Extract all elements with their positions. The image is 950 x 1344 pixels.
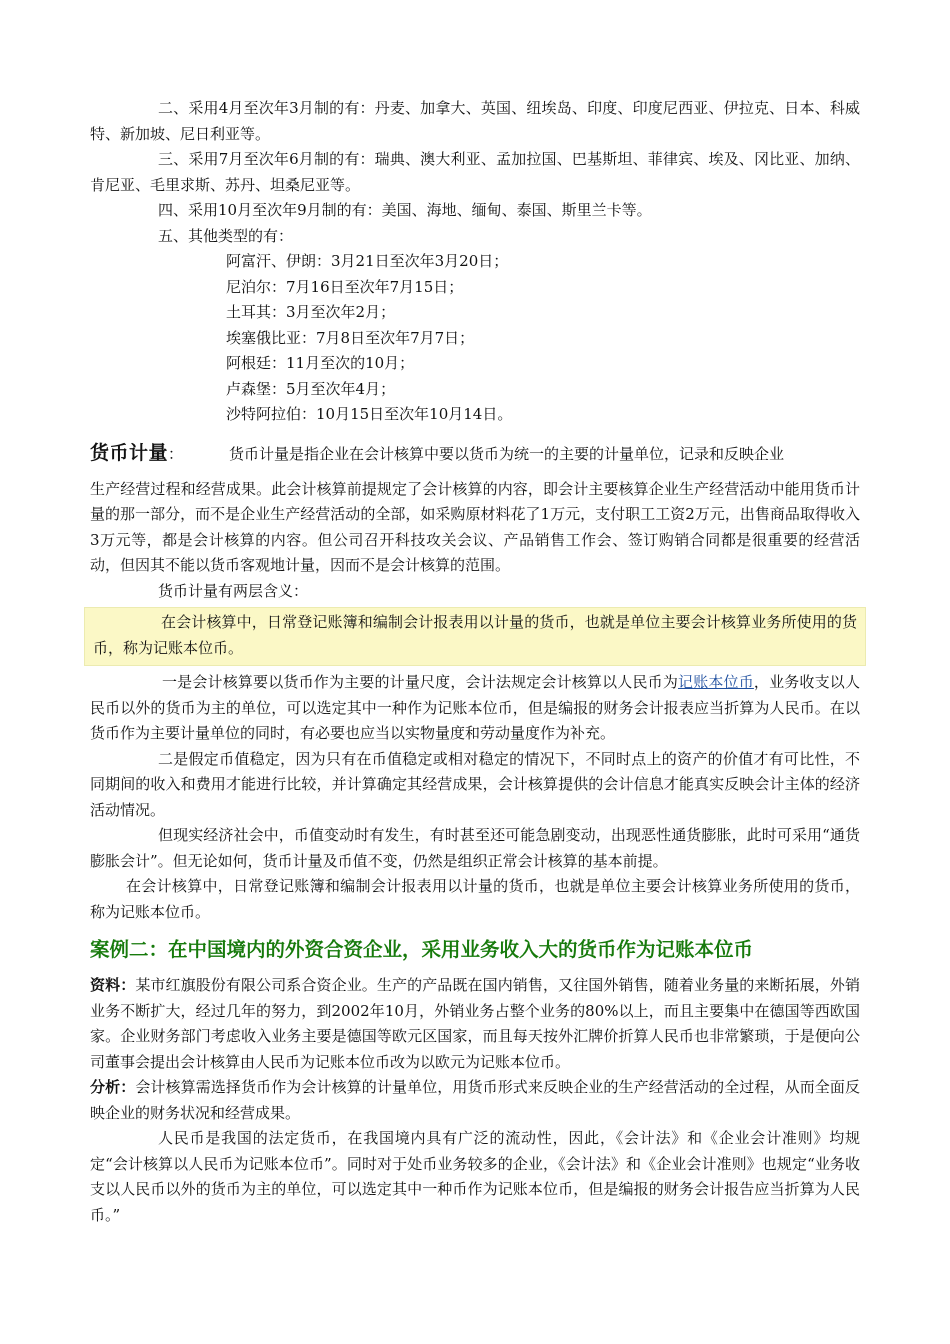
highlighted-definition-box <box>84 607 866 666</box>
material-label: 资料： <box>90 976 136 994</box>
money-point-2: 二是假定币值稳定，因为只有在币值稳定或相对稳定的情况下，不同时点上的资产的价值才有可比性，不同期间的收入和费用才能进行比较，并计算确定其经营成果，会计核算提供的会计信息才能真实反映会计主体的经济活动情况。 <box>90 749 860 819</box>
fiscal-other-item: 土耳其：3月至次年2月； <box>226 303 396 321</box>
material-text: 某市红旗股份有限公司系合资企业。生产的产品既在国内销售，又往国外销售，随着业务量的来断拓展，外销业务不断扩大，经过几年的努力，到2002年10月，外销业务占整个业务的80%以上，而且主要集中在德国等西欧国家。企业财务部门考虑收入业务主要是德国等欧元区国家，而且每天按外汇牌价折算人民币也非常繁琐，于是便向公司董事会提出会计核算由人民币为记账本位币改为以欧元为记账本位币。 <box>90 976 860 1071</box>
fiscal-other-item: 尼泊尔：7月16日至次年7月15日； <box>226 277 464 296</box>
fiscal-type-2: 二、采用4月至次年3月制的有：丹麦、加拿大、英国、纽埃岛、印度、印度尼西亚、伊拉克、日本、科威特、新加坡、尼日利亚等。 <box>90 99 860 143</box>
fiscal-other-item: 阿富汗、伊朗：3月21日至次年3月20日； <box>226 252 509 270</box>
analysis-text: 会计核算需选择货币作为会计核算的计量单位，用货币形式来反映企业的生产经营活动的全过程，从而全面反映企业的财务状况和经营成果。 <box>90 1078 860 1122</box>
money-point-1 <box>90 670 860 747</box>
bookkeeping-currency-link[interactable]: 记账本位币 <box>678 673 754 691</box>
fiscal-type-4: 四、采用10月至次年9月制的有：美国、海地、缅甸、泰国、斯里兰卡等。 <box>158 201 652 219</box>
case-rmb-paragraph: 人民币是我国的法定货币，在我国境内具有广泛的流动性，因此，《会计法》和《企业会计准则》均规定“会计核算以人民币为记账本位币”。同时对于处币业务较多的企业，《会计法》和《企业会计准则》也规定“业务收支以人民币以外的货币为主的单位，可以选定其中一种币作为记账本位币，但是编报的财务会计报告应当折算为人民币。” <box>90 1129 860 1224</box>
highlight-text: 在会计核算中，日常登记账簿和编制会计报表用以计量的货币，也就是单位主要会计核算业务所使用的货币，称为记账本位币。 <box>93 613 857 657</box>
fiscal-type-3: 三、采用7月至次年6月制的有：瑞典、澳大利亚、孟加拉国、巴基斯坦、菲律宾、埃及、冈比亚、加纳、肯尼亚、毛里求斯、苏丹、坦桑尼亚等。 <box>90 150 860 194</box>
fiscal-other-item: 阿根廷：11月至次的10月； <box>226 354 415 372</box>
fiscal-type-5: 五、其他类型的有： <box>158 226 294 245</box>
money-point-3: 但现实经济社会中，币值变动时有发生，有时甚至还可能急剧变动，出现恶性通货膨胀，此时可采用“通货膨胀会计”。但无论如何，货币计量及币值不变，仍然是组织正常会计核算的基本前提。 <box>90 826 860 870</box>
money-two-layers: 货币计量有两层含义： <box>158 581 309 600</box>
point-1-text: 一是会计核算要以货币作为主要的计量尺度，会计法规定会计核算以人民币为 <box>162 673 679 691</box>
money-point-4: 在会计核算中，日常登记账簿和编制会计报表用以计量的货币，也就是单位主要会计核算业务所使用的货币，称为记账本位币。 <box>90 877 860 921</box>
case-2-title: 案例二：在中国境内的外资合资企业，采用业务收入大的货币作为记账本位币 <box>90 938 754 961</box>
section-heading-money: 货币计量 <box>90 441 169 464</box>
fiscal-other-item: 沙特阿拉伯：10月15日至次年10月14日。 <box>226 405 513 423</box>
case-material <box>90 973 860 1075</box>
money-intro-paragraph: 生产经营过程和经营成果。此会计核算前提规定了会计核算的内容，即会计主要核算企业生产经营活动中能用货币计量的那一部分，而不是企业生产经营活动的全部，如采购原材料花了1万元，支付职工工资2万元，出售商品取得收入3万元等，都是会计核算的内容。但公司召开科技攻关会议、产品销售工作会、签订购销合同都是很重要的经营活动，但因其不能以货币客观地计量，因而不是会计核算的范围。 <box>90 479 860 574</box>
document-page <box>90 96 860 1228</box>
money-intro-first-line: 货币计量是指企业在会计核算中要以货币为统一的主要的计量单位，记录和反映企业 <box>229 444 785 463</box>
case-analysis <box>90 1075 860 1126</box>
fiscal-other-item: 卢森堡：5月至次年4月； <box>226 379 396 398</box>
money-section-intro <box>90 438 860 469</box>
point-1-text-rest: ，业务收支以人民币以外的货币为主的单位，可以选定其中一种作为记账本位币，但是编报的财务会计报表应当折算为人民币。在以货币作为主要计量单位的同时，有必要也应当以实物量度和劳动量度作为补充。 <box>90 673 860 742</box>
heading-colon: ： <box>168 444 184 463</box>
fiscal-other-list <box>90 249 860 428</box>
analysis-label: 分析： <box>90 1078 136 1096</box>
fiscal-other-item: 埃塞俄比亚：7月8日至次年7月7日； <box>226 328 475 347</box>
